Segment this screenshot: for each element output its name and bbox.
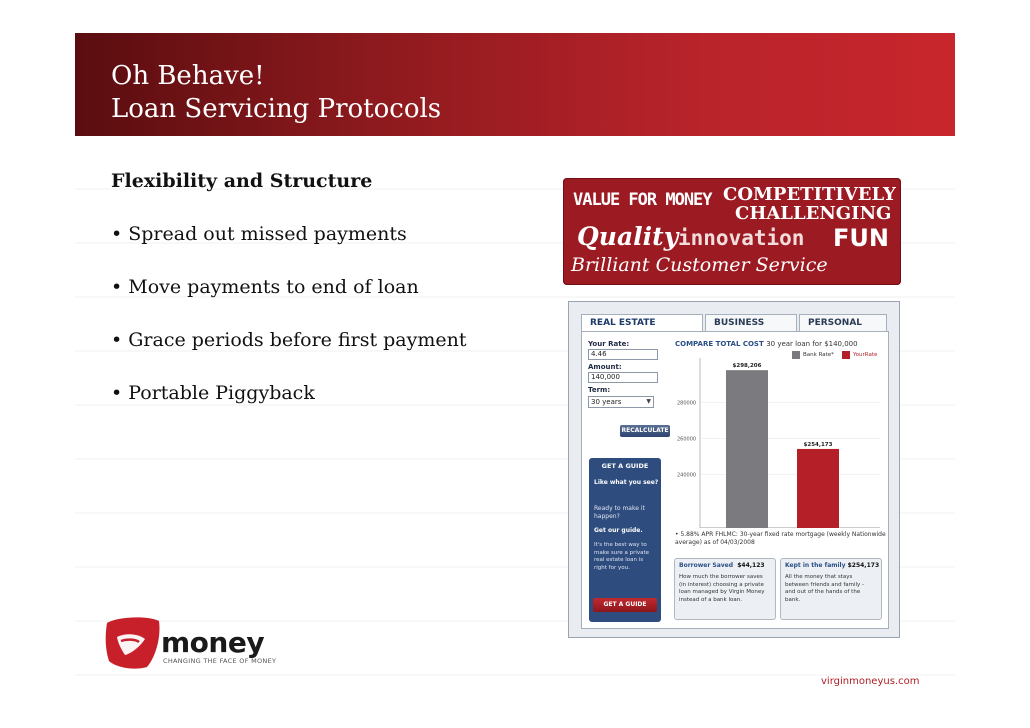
guide-title: GET A GUIDE: [601, 462, 649, 470]
term-label: Term:: [588, 386, 611, 394]
guide-line-3: Get our guide.: [594, 527, 643, 534]
compare-title-text: COMPARE TOTAL COST: [675, 340, 764, 348]
borrower-saved-heading: [679, 562, 765, 569]
tab-real-estate[interactable]: REAL ESTATE: [581, 314, 703, 331]
kept-in-family-title: Kept in the family: [785, 562, 846, 569]
loan-calculator-screenshot: [568, 301, 900, 638]
kept-in-family-heading: [785, 562, 879, 569]
y-tick-label: 260000: [677, 436, 697, 443]
chart-ticks: [677, 401, 880, 479]
borrower-saved-value: $44,123: [737, 562, 765, 569]
footer-url: virginmoneyus.com: [821, 676, 920, 687]
bar-bank-rate: [726, 370, 768, 528]
borrower-saved-text: How much the borrower saves (in interest) choosing a private loan managed by Virgin Money instead of a bank loan.: [679, 574, 765, 603]
bar-value-label: $298,206: [732, 363, 762, 370]
title-bar: [75, 33, 955, 136]
borrower-saved-title: Borrower Saved: [679, 562, 734, 569]
logo-tagline: CHANGING THE FACE OF MONEY: [163, 657, 277, 665]
bullet-3: • Grace periods before first payment: [111, 329, 467, 351]
recalculate-button[interactable]: RECALCULATE: [620, 425, 670, 437]
kept-in-family-value: $254,173: [847, 562, 880, 569]
bullet-4: • Portable Piggyback: [111, 382, 315, 404]
banner-competitively: COMPETITIVELY: [723, 184, 896, 205]
guide-line-1: Like what you see?: [594, 479, 659, 486]
kept-in-family-box: [780, 558, 882, 620]
term-select-value: 30 years: [591, 398, 622, 406]
calculator-panel: [581, 331, 889, 629]
kept-in-family-text: All the money that stays between friends and family - and out of the hands of the bank.: [785, 574, 865, 603]
chart-bars: [726, 363, 839, 528]
get-a-guide-panel: [589, 458, 661, 622]
subheading: Flexibility and Structure: [111, 170, 373, 192]
banner-quality: Quality: [577, 222, 679, 251]
banner-value-for-money: VALUE FOR MONEY: [573, 190, 712, 210]
bullet-1: • Spread out missed payments: [111, 223, 407, 245]
banner-brilliant-service: Brilliant Customer Service: [571, 254, 828, 276]
get-a-guide-button[interactable]: GET A GUIDE: [593, 598, 657, 612]
chevron-down-icon: ▼: [646, 398, 651, 405]
bar-value-label: $254,173: [803, 441, 833, 448]
slide-title: [111, 60, 441, 126]
amount-input[interactable]: 140,000: [588, 372, 658, 383]
amount-label: Amount:: [588, 363, 622, 371]
banner-challenging: CHALLENGING: [735, 203, 892, 224]
borrower-saved-box: [674, 558, 776, 620]
y-tick-label: 280000: [677, 400, 697, 407]
virgin-logo-icon: [103, 615, 163, 671]
legend-bank-label: Bank Rate*: [803, 352, 834, 358]
term-select[interactable]: [588, 396, 654, 408]
y-tick-label: 240000: [677, 472, 697, 479]
bar-your-rate: [797, 449, 839, 528]
tab-personal[interactable]: PERSONAL: [799, 314, 887, 331]
logo-wordmark: money: [161, 626, 265, 659]
guide-line-2: Ready to make it happen?: [594, 505, 645, 520]
compare-title: [675, 340, 858, 348]
values-banner: [563, 178, 901, 285]
guide-line-4: It's the best way to make sure a private real estate loan is right for you.: [594, 542, 650, 571]
bullet-2: • Move payments to end of loan: [111, 276, 419, 298]
your-rate-label: Your Rate:: [588, 340, 630, 348]
title-line-1: Oh Behave!: [111, 61, 265, 91]
banner-fun: FUN: [833, 224, 889, 252]
tab-business[interactable]: BUSINESS: [705, 314, 797, 331]
rate-footnote: • 5.88% APR FHLMC: 30-year fixed rate mortgage (weekly Nationwide average) as of 04/03/2008: [675, 531, 886, 546]
banner-innovation: innovation: [678, 226, 805, 250]
your-rate-input[interactable]: 4.46: [588, 349, 658, 360]
legend-your-label: YourRate: [853, 352, 878, 358]
cost-bar-chart: [674, 358, 880, 528]
slide: [75, 33, 955, 695]
compare-subtitle: 30 year loan for $140,000: [766, 340, 858, 348]
title-line-2: Loan Servicing Protocols: [111, 94, 442, 124]
